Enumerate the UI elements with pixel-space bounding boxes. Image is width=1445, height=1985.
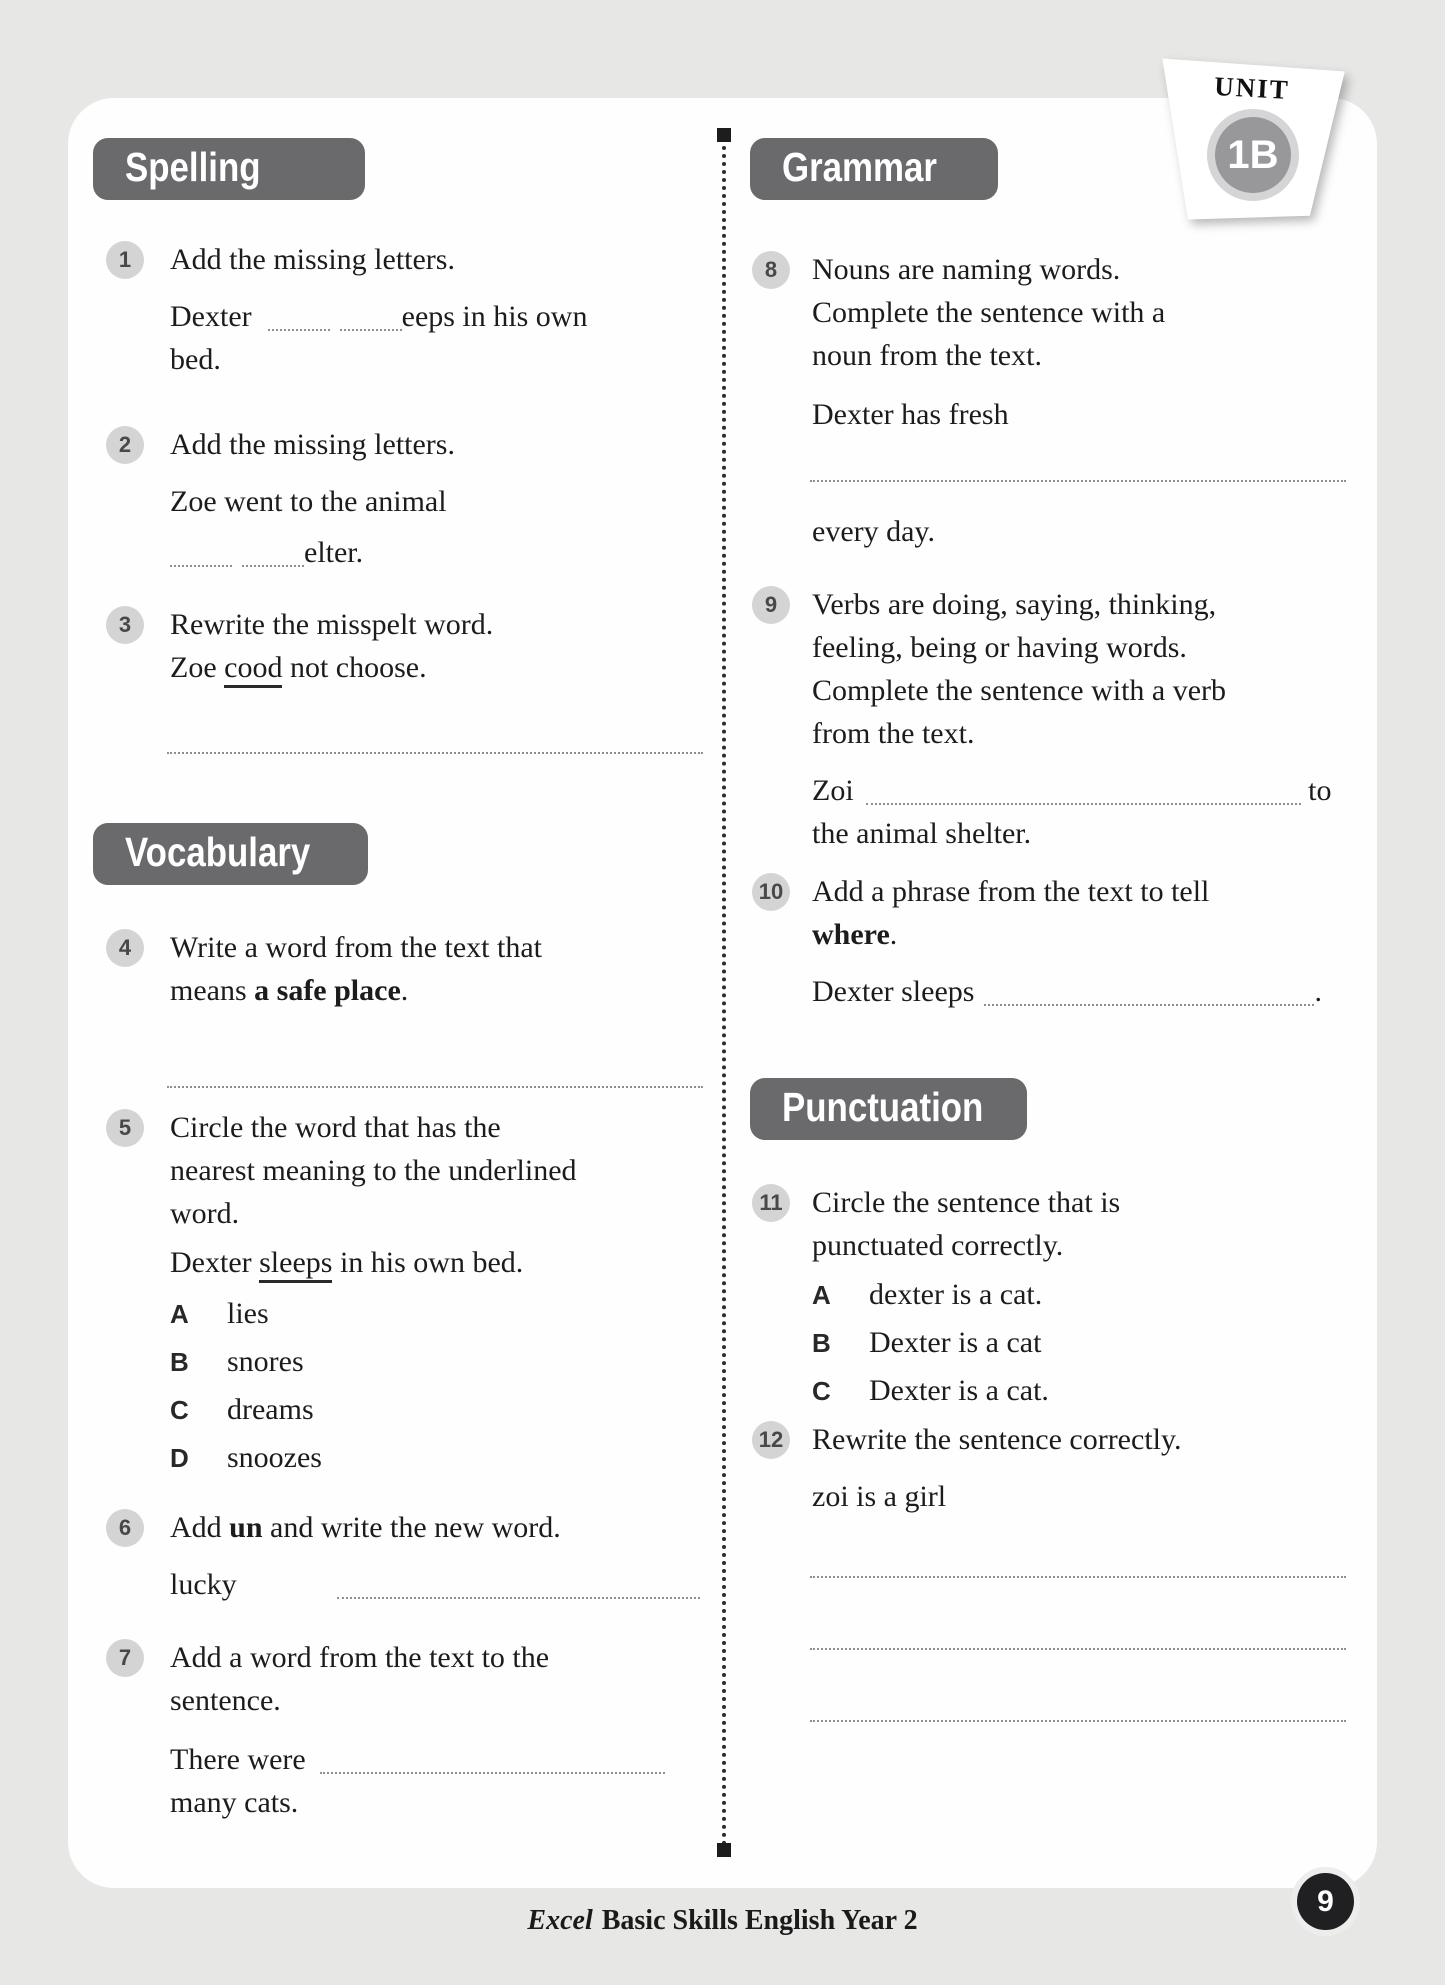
prompt-line: noun from the text. [812, 339, 1042, 372]
sentence-text: not choose. [282, 651, 427, 684]
section-header-punctuation [750, 1078, 1027, 1140]
sentence-text: Dexter sleeps [812, 975, 975, 1008]
option-letter: C [170, 1395, 189, 1425]
prompt-line: Rewrite the misspelt word. [170, 608, 494, 641]
sentence-line [170, 1563, 715, 1606]
option-text: snoozes [227, 1441, 322, 1474]
sentence-line [170, 646, 715, 689]
answer-blank[interactable] [320, 1742, 665, 1774]
answer-blank[interactable] [337, 1567, 700, 1599]
prompt-line: Circle the word that has the [170, 1111, 501, 1144]
option-text: lies [227, 1297, 269, 1330]
option-text: Dexter is a cat [869, 1326, 1042, 1359]
question-number: 1 [106, 241, 144, 279]
option-row[interactable] [170, 1338, 715, 1386]
page-number-badge [1297, 1873, 1354, 1930]
question-number: 5 [106, 1109, 144, 1147]
sentence-text: There were [170, 1743, 306, 1776]
section-title: Spelling [125, 144, 261, 190]
bold-word: a safe place [254, 974, 401, 1007]
option-text: snores [227, 1345, 304, 1378]
unit-circle [1207, 109, 1299, 201]
underlined-word: sleeps [259, 1246, 332, 1283]
page-number: 9 [1317, 1884, 1334, 1918]
answer-blank[interactable] [866, 773, 1301, 805]
prompt-line: Rewrite the sentence correctly. [812, 1423, 1182, 1456]
option-text: dreams [227, 1393, 314, 1426]
question-5 [118, 1106, 715, 1482]
sentence-text: in his own bed. [332, 1246, 524, 1279]
prompt-text: . [889, 918, 898, 951]
option-row[interactable] [812, 1271, 1360, 1319]
sentence-line: Dexter has fresh [812, 398, 1009, 431]
prompt-line: Write a word from the text that [170, 931, 542, 964]
sentence-line [170, 1241, 715, 1284]
question-9 [764, 583, 1360, 855]
sentence-text: Zoe [170, 651, 225, 684]
answer-line[interactable] [810, 1648, 1346, 1650]
prompt-line: Complete the sentence with a verb [812, 674, 1227, 707]
sentence-line: the animal shelter. [812, 817, 1032, 850]
sentence-line: Zoe went to the animal [170, 485, 447, 518]
answer-blank[interactable] [170, 535, 232, 567]
answer-line[interactable] [810, 1576, 1346, 1578]
question-number: 7 [106, 1639, 144, 1677]
question-12 [758, 1418, 1360, 1518]
option-row[interactable] [812, 1319, 1360, 1367]
sentence-line [812, 769, 1360, 812]
footer-series: Excel [527, 1905, 593, 1936]
sentence-text: elter. [304, 536, 364, 569]
unit-label: UNIT [1213, 71, 1291, 105]
bold-word: where [812, 918, 890, 951]
prompt-line: nearest meaning to the underlined [170, 1154, 577, 1187]
question-7 [118, 1636, 715, 1824]
option-row[interactable] [170, 1290, 715, 1338]
prompt-line: Complete the sentence with a [812, 296, 1166, 329]
prompt-line: Add the missing letters. [170, 243, 455, 276]
sentence-text: to [1308, 774, 1332, 807]
option-row[interactable] [812, 1367, 1360, 1415]
prompt-line: feeling, being or having words. [812, 631, 1187, 664]
sentence-line: bed. [170, 343, 221, 376]
prompt-line: Add a word from the text to the [170, 1641, 550, 1674]
question-number: 2 [106, 426, 144, 464]
footer [0, 1905, 1445, 1937]
prompt-line [170, 969, 715, 1012]
question-number: 10 [752, 873, 790, 911]
column-divider [722, 130, 726, 1855]
prompt-text: means [170, 974, 255, 1007]
sentence-text: eeps in his own [401, 300, 588, 333]
sentence-line [170, 531, 715, 574]
question-number: 9 [752, 586, 790, 624]
question-11 [759, 1181, 1360, 1415]
section-header-grammar [750, 138, 998, 200]
prompt-line: Circle the sentence that is [812, 1186, 1121, 1219]
question-number: 6 [106, 1509, 144, 1547]
question-number: 4 [106, 929, 144, 967]
prompt-text: and write the new word. [262, 1511, 561, 1544]
option-letter: A [170, 1299, 189, 1329]
answer-line[interactable] [810, 1720, 1346, 1722]
prompt-line: Verbs are doing, saying, thinking, [812, 588, 1217, 621]
prompt-line [170, 1506, 715, 1549]
sentence-line [170, 295, 715, 338]
answer-line[interactable] [167, 1086, 703, 1088]
question-number: 11 [752, 1184, 790, 1222]
answer-blank[interactable] [242, 535, 304, 567]
question-number: 8 [752, 251, 790, 289]
section-title: Vocabulary [125, 829, 311, 875]
option-letter: C [812, 1376, 831, 1406]
question-8 [764, 248, 1360, 553]
prompt-line [812, 913, 1360, 956]
sentence-text: Dexter [170, 300, 252, 333]
prompt-line: from the text. [812, 717, 975, 750]
option-letter: D [170, 1443, 189, 1473]
answer-blank[interactable] [984, 974, 1314, 1006]
option-text: dexter is a cat. [869, 1278, 1043, 1311]
answer-line[interactable] [167, 752, 703, 754]
prompt-line: Add a phrase from the text to tell [812, 875, 1210, 908]
option-letter: B [170, 1347, 189, 1377]
answer-line[interactable] [810, 480, 1346, 482]
section-title: Grammar [782, 144, 937, 190]
prompt-line: Nouns are naming words. [812, 253, 1121, 286]
bold-word: un [229, 1511, 263, 1544]
prompt-line: punctuated correctly. [812, 1229, 1064, 1262]
section-header-spelling [93, 138, 365, 200]
sentence-text: Zoi [812, 774, 854, 807]
sentence-text: . [1314, 975, 1322, 1008]
sentence-line [170, 1738, 715, 1781]
question-number: 3 [106, 606, 144, 644]
sentence-line: zoi is a girl [812, 1480, 947, 1513]
unit-badge [1150, 40, 1355, 225]
prompt-line: word. [170, 1197, 240, 1230]
sentence-line: many cats. [170, 1786, 299, 1819]
unit-code: 1B [1215, 117, 1291, 193]
option-row[interactable] [170, 1386, 715, 1434]
question-3 [118, 603, 715, 689]
section-title: Punctuation [782, 1084, 984, 1130]
sentence-text: Dexter [170, 1246, 260, 1279]
footer-title: Basic Skills English Year 2 [601, 1905, 918, 1936]
sentence-line: every day. [812, 515, 935, 548]
option-letter: A [812, 1280, 831, 1310]
question-1 [118, 238, 715, 381]
section-header-vocabulary [93, 823, 368, 885]
sentence-text: lucky [170, 1568, 237, 1601]
answer-blank[interactable] [340, 299, 402, 331]
option-row[interactable] [170, 1434, 715, 1482]
prompt-line: sentence. [170, 1684, 281, 1717]
prompt-text: Add [170, 1511, 230, 1544]
question-4 [118, 926, 715, 1012]
question-6 [118, 1506, 715, 1606]
option-letter: B [812, 1328, 831, 1358]
prompt-line: Add the missing letters. [170, 428, 455, 461]
question-number: 12 [752, 1421, 790, 1459]
prompt-text: . [400, 974, 409, 1007]
underlined-word: cood [224, 651, 282, 688]
question-10 [758, 870, 1360, 1013]
answer-blank[interactable] [268, 299, 330, 331]
option-text: Dexter is a cat. [869, 1374, 1049, 1407]
sentence-line [812, 970, 1360, 1013]
question-2 [118, 423, 715, 574]
